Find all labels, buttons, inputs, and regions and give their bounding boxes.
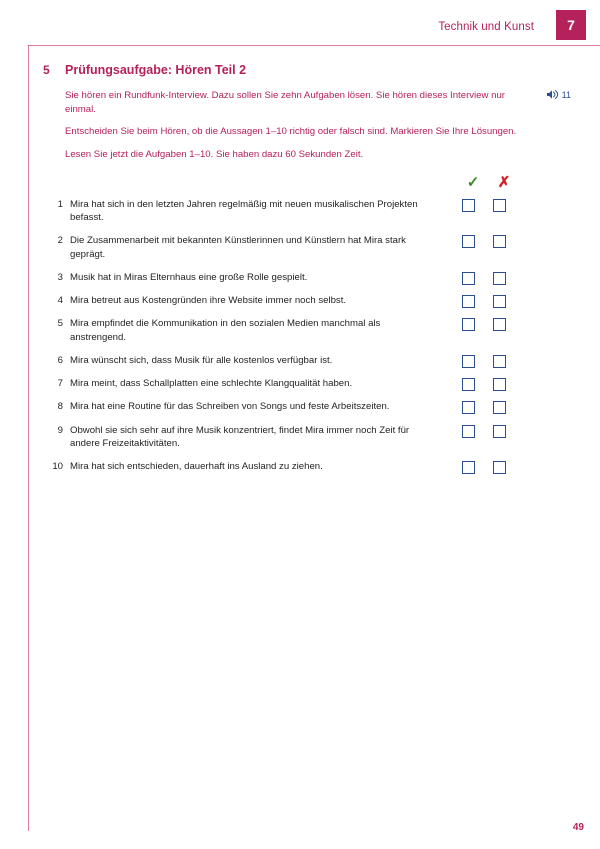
- task-instructions: [65, 89, 523, 161]
- statement-number: 6: [57, 354, 63, 366]
- checkbox-incorrect-2[interactable]: [493, 235, 506, 248]
- speaker-icon: [546, 89, 559, 100]
- checkbox-correct-7[interactable]: [462, 378, 475, 391]
- checkbox-incorrect-7[interactable]: [493, 378, 506, 391]
- statement-text: Mira meint, dass Schallplatten eine schlechte Klangqualität haben.: [70, 378, 353, 390]
- statement-number: 4: [57, 295, 63, 307]
- header-divider: [28, 45, 600, 46]
- statement-number: 3: [57, 271, 63, 283]
- statement-number: 1: [57, 199, 63, 210]
- statement-text: Mira hat sich in den letzten Jahren regelmäßig mit neuen musikalischen Projekten befasst.: [70, 199, 418, 224]
- statement-text: Mira wünscht sich, dass Musik für alle kostenlos verfügbar ist.: [70, 354, 333, 366]
- checkbox-correct-10[interactable]: [462, 461, 475, 474]
- page-header: [0, 0, 600, 46]
- statement-text: Mira betreut aus Kostengründen ihre Website immer noch selbst.: [70, 295, 347, 307]
- statement-text: Die Zusammenarbeit mit bekannten Künstlerinnen und Künstlern hat Mira stark geprägt.: [70, 235, 406, 260]
- statement-number: 9: [57, 424, 63, 436]
- list-item: [43, 271, 563, 284]
- checkbox-correct-3[interactable]: [462, 272, 475, 285]
- statement-text: Mira hat sich entschieden, dauerhaft ins Ausland zu ziehen.: [70, 461, 323, 473]
- page-number: 49: [572, 822, 584, 833]
- checkbox-correct-9[interactable]: [462, 425, 475, 438]
- checkbox-correct-1[interactable]: [462, 199, 475, 212]
- left-margin-rule: [28, 45, 29, 831]
- checkbox-correct-5[interactable]: [462, 318, 475, 331]
- checkbox-incorrect-6[interactable]: [493, 355, 506, 368]
- task-number: 5: [43, 63, 50, 77]
- chapter-number-badge: 7: [556, 10, 586, 40]
- list-item: [43, 400, 563, 413]
- task-title: Prüfungsaufgabe: Hören Teil 2: [65, 63, 247, 77]
- checkbox-incorrect-4[interactable]: [493, 295, 506, 308]
- audio-track-number: 11: [561, 89, 571, 100]
- checkbox-correct-6[interactable]: [462, 355, 475, 368]
- instruction-line-3: Lesen Sie jetzt die Aufgaben 1–10. Sie haben dazu 60 Sekunden Zeit.: [65, 148, 364, 160]
- list-item: [43, 424, 563, 450]
- list-item: [43, 317, 563, 343]
- statement-number: 7: [57, 378, 63, 390]
- instruction-line-2: Entscheiden Sie beim Hören, ob die Aussagen 1–10 richtig oder falsch sind. Markieren Sie Ihre Lösungen.: [65, 126, 517, 138]
- checkbox-incorrect-8[interactable]: [493, 401, 506, 414]
- statement-text: Mira empfindet die Kommunikation in den sozialen Medien manchmal als anstrengend.: [70, 318, 381, 343]
- statement-number: 10: [52, 461, 63, 473]
- task-block: [43, 63, 571, 473]
- statement-number: 8: [57, 401, 63, 413]
- checkbox-incorrect-3[interactable]: [493, 272, 506, 285]
- list-item: [43, 294, 563, 307]
- list-item: [43, 354, 563, 367]
- statement-list: [43, 198, 563, 483]
- statement-number: 2: [57, 235, 63, 247]
- chapter-title: Technik und Kunst: [438, 21, 534, 33]
- list-item: [43, 198, 563, 224]
- statement-number: 5: [57, 318, 63, 330]
- audio-track-marker: [546, 89, 571, 100]
- list-item: [43, 234, 563, 260]
- statement-text: Mira hat eine Routine für das Schreiben von Songs und feste Arbeitszeiten.: [70, 401, 390, 413]
- statement-text: Musik hat in Miras Elternhaus eine große Rolle gespielt.: [70, 271, 308, 283]
- correct-column-symbol: ✓: [466, 174, 480, 191]
- checkbox-correct-4[interactable]: [462, 295, 475, 308]
- checkbox-incorrect-5[interactable]: [493, 318, 506, 331]
- checkbox-correct-8[interactable]: [462, 401, 475, 414]
- checkbox-correct-2[interactable]: [462, 235, 475, 248]
- task-heading: [43, 63, 563, 77]
- checkbox-incorrect-9[interactable]: [493, 425, 506, 438]
- answer-column-headers: [43, 175, 563, 193]
- statement-text: Obwohl sie sich sehr auf ihre Musik konzentriert, findet Mira immer noch Zeit für andere Freizeitaktivitäten.: [70, 424, 410, 449]
- list-item: [43, 377, 563, 390]
- incorrect-column-symbol: ✗: [497, 174, 511, 191]
- list-item: [43, 460, 563, 473]
- checkbox-incorrect-10[interactable]: [493, 461, 506, 474]
- checkbox-incorrect-1[interactable]: [493, 199, 506, 212]
- instruction-line-1: Sie hören ein Rundfunk-Interview. Dazu sollen Sie zehn Aufgaben lösen. Sie hören dieses Interview nur einmal.: [65, 90, 505, 115]
